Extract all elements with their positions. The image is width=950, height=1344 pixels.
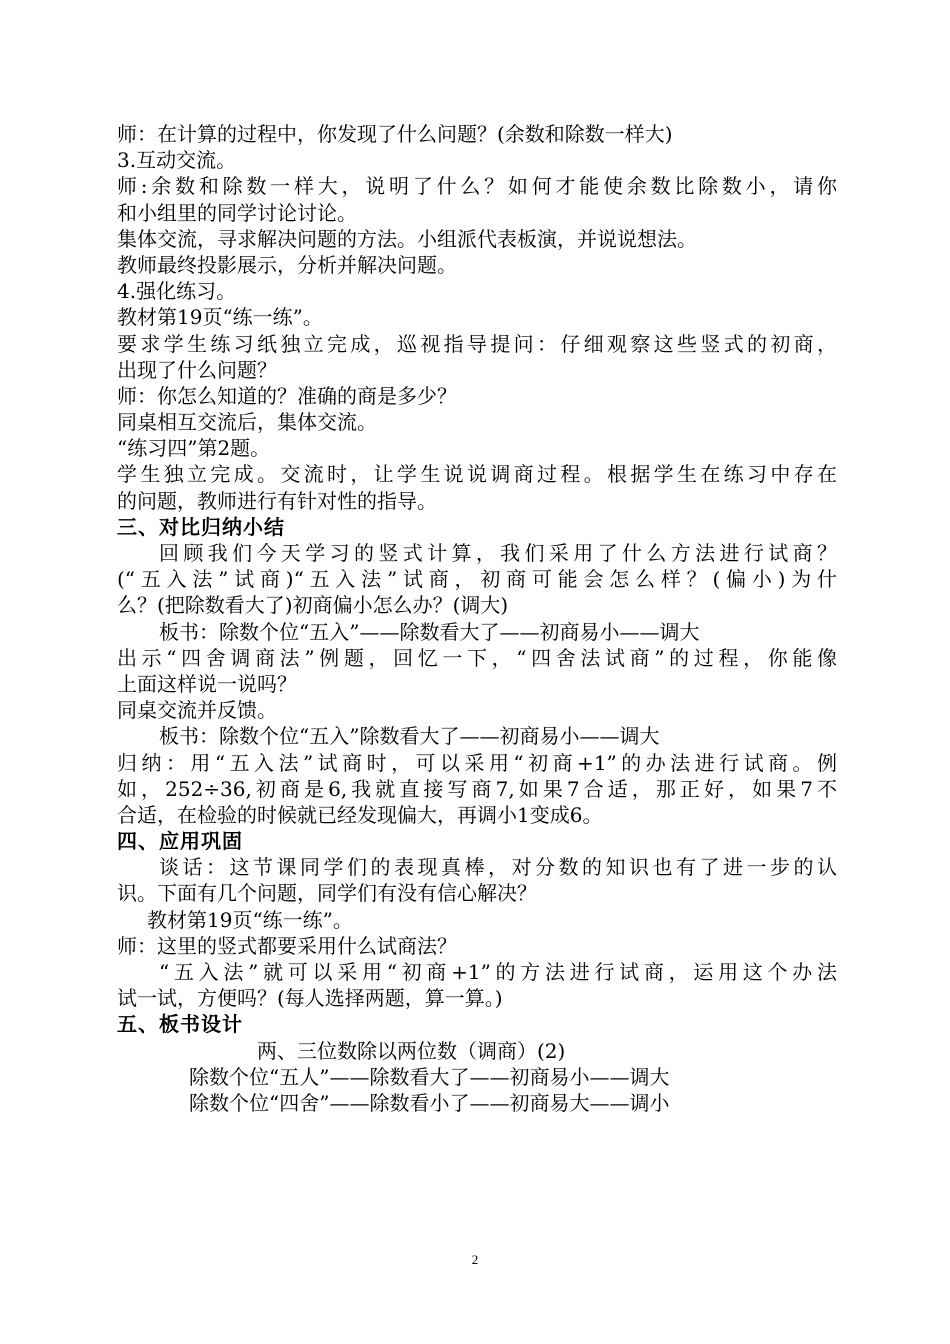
text-line: 教材第19页“练一练”。: [117, 305, 323, 330]
text-line: 板书：除数个位“五入”除数看大了——初商易小——调大: [159, 724, 660, 749]
page-number: 2: [471, 1252, 479, 1267]
text-line: 同桌相互交流后，集体交流。: [117, 410, 377, 435]
document-body: [117, 121, 837, 1116]
text-line: 谈话：这节课同学们的表现真棒，对分数的知识也有了进一步的认: [159, 855, 837, 880]
text-line: 学生独立完成。交流时，让学生说说调商过程。根据学生在练习中存在: [117, 462, 837, 487]
text-line: 试一试，方便吗？(每人选择两题，算一算。): [117, 986, 503, 1011]
text-line: 的问题，教师进行有针对性的指导。: [117, 488, 437, 513]
text-line: 同桌交流并反馈。: [117, 698, 277, 723]
section-heading: 五、板书设计: [117, 1012, 243, 1037]
text-line: 师:余数和除数一样大，说明了什么？如何才能使余数比除数小，请你: [117, 174, 837, 199]
text-line: 师：你怎么知道的？准确的商是多少？: [117, 383, 457, 408]
section-heading: 四、应用巩固: [117, 829, 243, 854]
text-line: 教师最终投影展示，分析并解决问题。: [117, 252, 457, 277]
text-line: (“五入法”试商)“五入法”试商，初商可能会怎么样？(偏小)为什: [117, 567, 837, 592]
text-line: 3.互动交流。: [117, 148, 237, 173]
text-line: 合适，在检验的时候就已经发现偏大，再调小1变成6。: [117, 802, 603, 827]
board-line: 除数个位“五人”——除数看大了——初商易小——调大: [189, 1064, 670, 1089]
text-line: 出现了什么问题？: [117, 357, 277, 382]
section-heading: 三、对比归纳小结: [117, 514, 285, 539]
text-line: 出示“四舍调商法”例题，回忆一下，“四舍法试商”的过程，你能像: [117, 645, 837, 670]
text-line: 师：这里的竖式都要采用什么试商法？: [117, 933, 457, 958]
text-line: 和小组里的同学讨论讨论。: [117, 200, 357, 225]
text-line: “练习四”第2题。: [117, 436, 271, 461]
text-line: 识。下面有几个问题，同学们有没有信心解决？: [117, 881, 537, 906]
board-title: 两、三位数除以两位数（调商）(2): [257, 1038, 566, 1063]
text-line: “五入法”就可以采用“初商+1”的方法进行试商，运用这个办法: [159, 960, 837, 984]
text-line: 要求学生练习纸独立完成，巡视指导提问：仔细观察这些竖式的初商，: [117, 331, 837, 356]
text-line: 么？(把除数看大了)初商偏小怎么办？(调大): [117, 593, 509, 618]
text-line: 集体交流，寻求解决问题的方法。小组派代表板演，并说说想法。: [117, 226, 697, 251]
text-line: 教材第19页“练一练”。: [147, 907, 353, 932]
text-line: 4.强化练习。: [117, 279, 237, 304]
board-line: 除数个位“四舍”——除数看小了——初商易大——调小: [189, 1090, 670, 1115]
text-line: 回顾我们今天学习的竖式计算，我们采用了什么方法进行试商？: [159, 541, 837, 565]
text-line: 板书：除数个位“五入”——除数看大了——初商易小——调大: [159, 619, 700, 644]
text-line: 归纳：用“五入法”试商时，可以采用“初商+1”的办法进行试商。例: [117, 750, 837, 775]
text-line: 上面这样说一说吗？: [117, 671, 297, 696]
text-line: 师：在计算的过程中，你发现了什么问题？(余数和除数一样大): [117, 122, 673, 146]
text-line: 如，252÷36,初商是6,我就直接写商7,如果7合适，那正好，如果7不: [117, 776, 837, 801]
